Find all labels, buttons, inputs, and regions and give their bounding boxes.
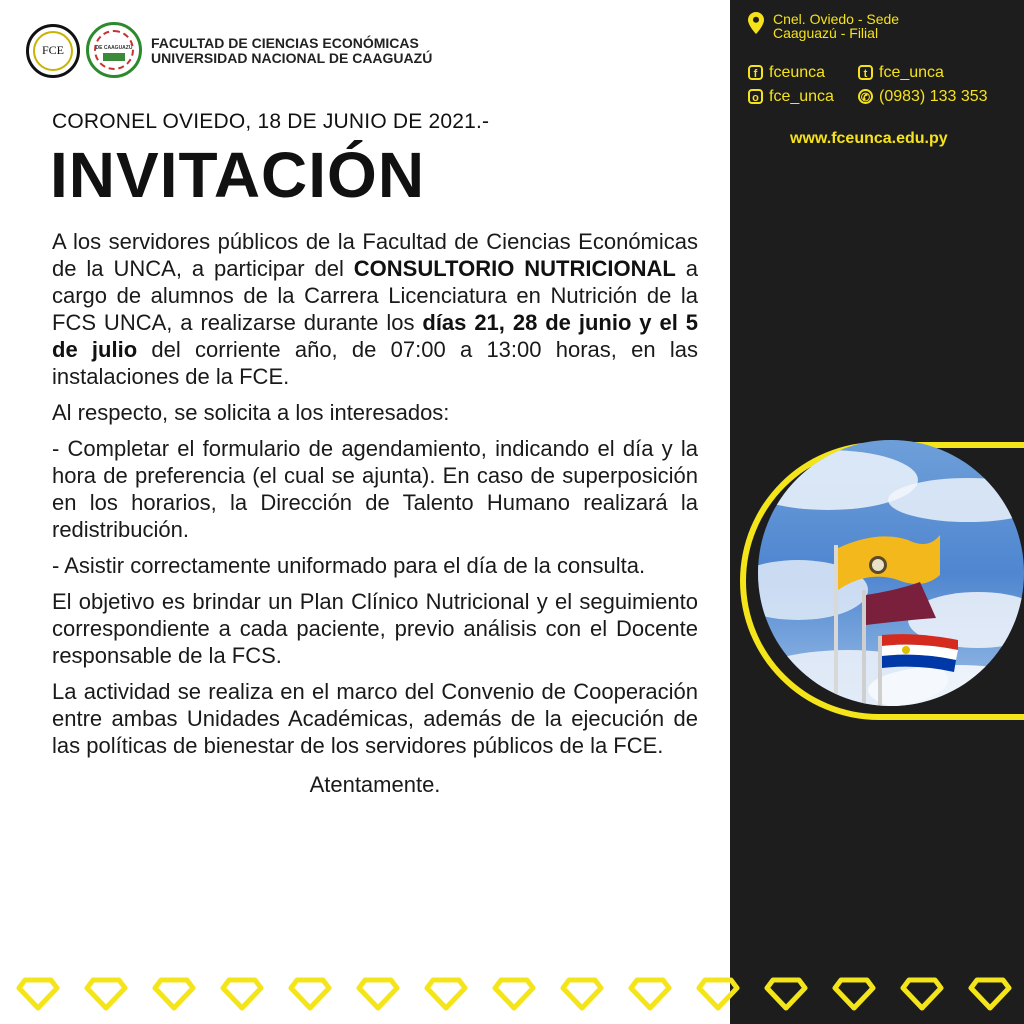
location-pin-icon [748,12,764,34]
diamond-icon [832,976,876,1012]
fce-logo-text: FCE [41,43,64,57]
unca-logo [86,22,142,78]
paragraph-step-2: - Asistir correctamente uniformado para el día de la consulta. [52,553,646,578]
facebook-handle: fceunca [769,64,826,81]
diamond-icon [220,976,264,1012]
diamond-icon [152,976,196,1012]
paragraph-objective: El objetivo es brindar un Plan Clínico Nutricional y el seguimiento correspondiente a cada paciente, previo análisis con el Docente responsable de la FCS. [52,589,698,668]
paragraph-intro [52,228,698,390]
diamond-icon [424,976,468,1012]
diamond-icon [696,976,740,1012]
diamond-icon [356,976,400,1012]
twitter-icon: t [858,65,873,80]
invitation-body [52,228,698,807]
facebook-link[interactable] [748,64,825,82]
instagram-icon: o [748,89,763,104]
twitter-handle: fce_unca [879,64,944,81]
fce-logo [26,24,80,78]
website-link[interactable]: www.fceunca.edu.py [790,130,948,147]
facebook-icon: f [748,65,763,80]
paragraph-step-1: - Completar el formulario de agendamiento, indicando el día y la hora de preferencia (el cual se ajunta). En caso de superposición en los horarios, la Dirección de Talento Humano realizará la redistribución. [52,436,698,542]
faculty-name: FACULTAD DE CIENCIAS ECONÓMICAS [151,35,419,51]
location-line-2: Caaguazú - Filial [773,25,879,41]
program-name: CONSULTORIO NUTRICIONAL [353,256,676,281]
diamond-icon [764,976,808,1012]
location-line-1: Cnel. Oviedo - Sede [773,11,900,27]
document-date: CORONEL OVIEDO, 18 DE JUNIO DE 2021.- [52,110,490,133]
event-dates: días 21, 28 de junio y el 5 de julio [52,310,698,362]
whatsapp-number: (0983) 133 353 [879,88,988,105]
instagram-handle: fce_unca [769,88,834,105]
twitter-link[interactable] [858,64,944,82]
university-name: UNIVERSIDAD NACIONAL DE CAAGUAZÚ [151,50,433,66]
intro-text-1: A los servidores públicos de la Facultad de Ciencias Económicas de la UNCA, a participar del [52,229,698,281]
closing: Atentamente. [309,772,441,797]
paragraph-request: Al respecto, se solicita a los interesados: [52,400,450,425]
diamond-icon [900,976,944,1012]
institution-name [151,36,432,66]
intro-text-3: del corriente año, de 07:00 a 13:00 horas, en las instalaciones de la FCE. [52,337,698,389]
whatsapp-link[interactable] [858,88,988,106]
intro-text-2: a cargo de alumnos de la Carrera Licenciatura en Nutrición de la FCS UNCA, a realizarse durante los [52,256,698,335]
flags-photo [758,440,1024,706]
diamond-icon [492,976,536,1012]
diamond-icon [288,976,332,1012]
diamond-icon [84,976,128,1012]
diamond-icon [628,976,672,1012]
instagram-link[interactable] [748,88,834,106]
diamond-icon [968,976,1012,1012]
paragraph-framework: La actividad se realiza en el marco del Convenio de Cooperación entre ambas Unidades Académicas, además de la ejecución de las políticas de bienestar de los servidores públicos de la FCE. [52,679,698,758]
diamond-icon [16,976,60,1012]
diamond-icon [560,976,604,1012]
unca-logo-text: DE CAAGUAZÚ [95,45,133,51]
whatsapp-icon: ✆ [858,89,873,104]
page-title: INVITACIÓN [50,139,426,211]
